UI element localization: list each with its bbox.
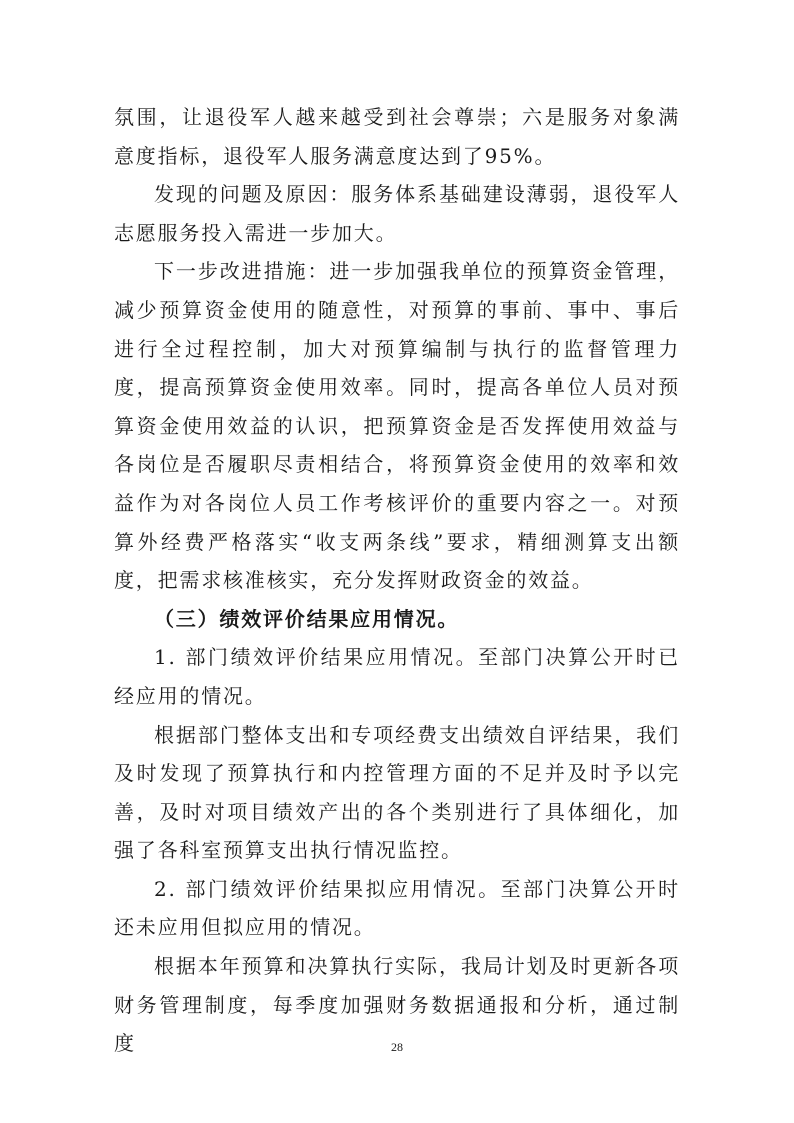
paragraph-continued: 氛围，让退役军人越来越受到社会尊崇；六是服务对象满意度指标，退役军人服务满意度达到了95%。 bbox=[114, 105, 680, 168]
paragraph-item-1-detail: 根据部门整体支出和专项经费支出绩效自评结果，我们及时发现了预算执行和内控管理方面的不足并及时予以完善，及时对项目绩效产出的各个类别进行了具体细化，加强了各科室预算支出执行情况监控。 bbox=[114, 722, 680, 863]
paragraph-item-1: 1. 部门绩效评价结果应用情况。至部门决算公开时已经应用的情况。 bbox=[114, 645, 680, 708]
paragraph-item-2: 2. 部门绩效评价结果拟应用情况。至部门决算公开时还未应用但拟应用的情况。 bbox=[114, 876, 680, 940]
section-heading: （三）绩效评价结果应用情况。 bbox=[154, 606, 460, 631]
paragraph-improvements: 下一步改进措施：进一步加强我单位的预算资金管理，减少预算资金使用的随意性，对预算的事前、事中、事后进行全过程控制，加大对预算编制与执行的监督管理力度，提高预算资金使用效率。同时，提高各单位人员对预算资金使用效益的认识，把预算资金是否发挥使用效益与各岗位是否履职尽责相结合，将预算资金使用的效率和效益作为对各岗位人员工作考核评价的重要内容之一。对预算外经费严格落实“收支两条线”要求，精细测算支出额度，把需求核准核实，充分发挥财政资金的效益。 bbox=[114, 259, 680, 593]
paragraph-item-2-detail: 根据本年预算和决算执行实际，我局计划及时更新各项财务管理制度，每季度加强财务数据通报和分析，通过制度 bbox=[114, 954, 680, 1056]
page-number: 28 bbox=[391, 1040, 403, 1054]
body-text bbox=[114, 98, 680, 1063]
paragraph-problems: 发现的问题及原因：服务体系基础建设薄弱，退役军人志愿服务投入需进一步加大。 bbox=[114, 182, 680, 245]
